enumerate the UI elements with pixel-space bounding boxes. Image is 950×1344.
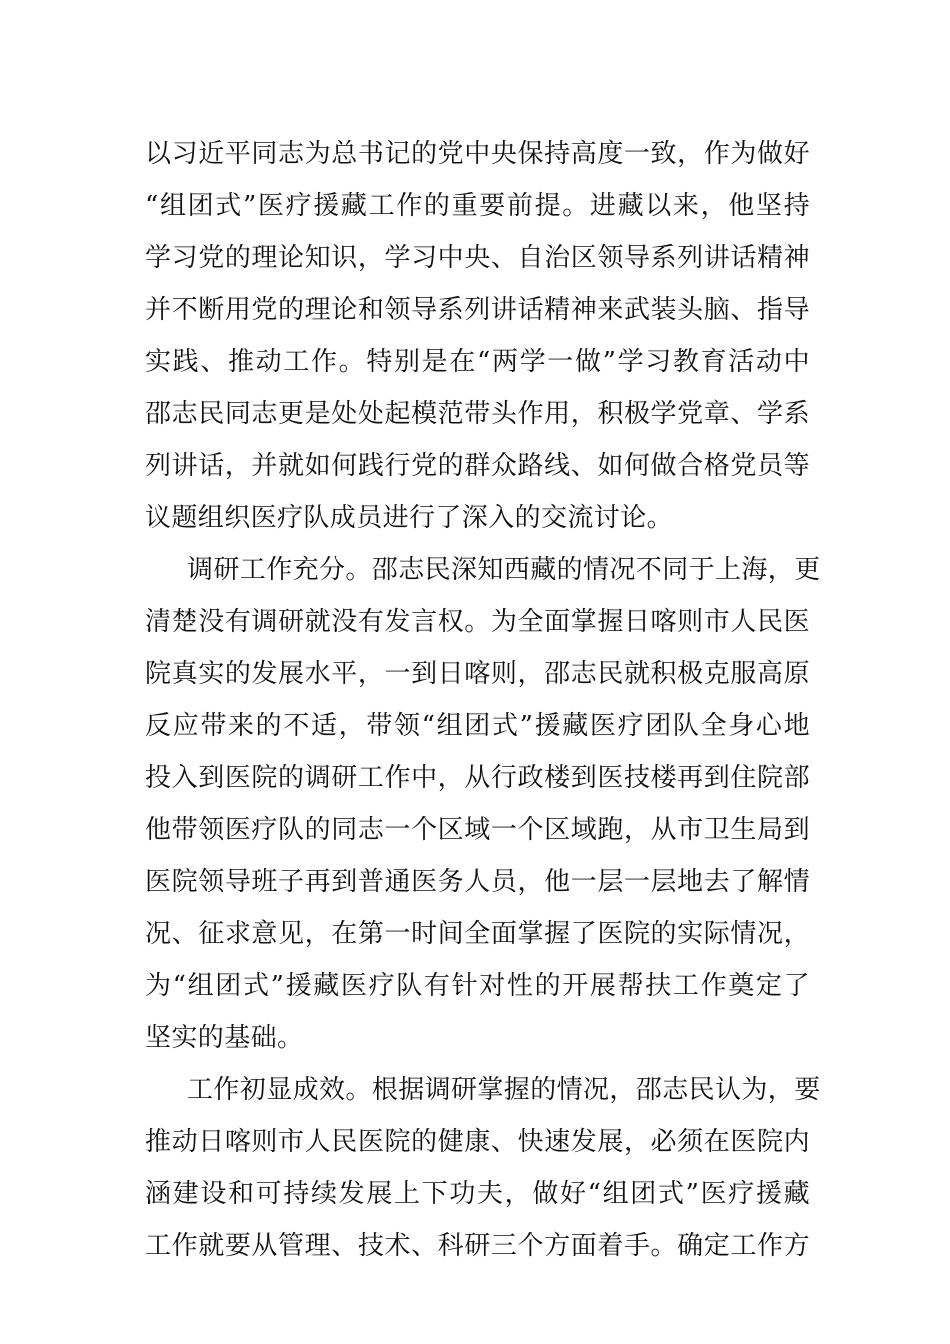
text-line: 他带领医疗队的同志一个区域一个区域跑，从市卫生局到 (145, 815, 810, 845)
document-page (145, 128, 821, 1272)
text-line: 况、征求意见，在第一时间全面掌握了医院的实际情况， (145, 919, 810, 949)
text-line: 涵建设和可持续发展上下功夫，做好“组团式”医疗援藏 (145, 1179, 810, 1209)
text-line: 以习近平同志为总书记的党中央保持高度一致，作为做好 (145, 139, 810, 169)
text-line: 邵志民同志更是处处起模范带头作用，积极学党章、学系 (145, 399, 810, 429)
text-line: 学习党的理论知识，学习中央、自治区领导系列讲话精神 (145, 243, 810, 273)
text-line: 医院领导班子再到普通医务人员，他一层一层地去了解情 (145, 867, 810, 897)
paragraph-party-loyalty (145, 128, 810, 544)
text-line: 工作就要从管理、技术、科研三个方面着手。确定工作方 (145, 1231, 810, 1261)
text-line: 工作初显成效。根据调研掌握的情况，邵志民认为，要 (187, 1075, 821, 1105)
text-line: 清楚没有调研就没有发言权。为全面掌握日喀则市人民医 (145, 607, 810, 637)
text-line: 并不断用党的理论和领导系列讲话精神来武装头脑、指导 (145, 295, 810, 325)
text-line: 为“组团式”援藏医疗队有针对性的开展帮扶工作奠定了 (145, 971, 810, 1001)
text-line: 反应带来的不适，带领“组团式”援藏医疗团队全身心地 (145, 711, 810, 741)
text-line: 投入到医院的调研工作中，从行政楼到医技楼再到住院部 (145, 763, 810, 793)
text-line: “组团式”医疗援藏工作的重要前提。进藏以来，他坚持 (145, 191, 810, 221)
paragraph-initial-results (145, 1064, 821, 1272)
paragraph-research-work (145, 544, 821, 1064)
text-line: 实践、推动工作。特别是在“两学一做”学习教育活动中 (145, 347, 810, 377)
text-line: 调研工作充分。邵志民深知西藏的情况不同于上海，更 (187, 555, 821, 585)
text-line: 列讲话，并就如何践行党的群众路线、如何做合格党员等 (145, 451, 810, 481)
text-line: 坚实的基础。 (145, 1023, 304, 1053)
text-line: 议题组织医疗队成员进行了深入的交流讨论。 (145, 503, 674, 533)
text-line: 院真实的发展水平，一到日喀则，邵志民就积极克服高原 (145, 659, 810, 689)
text-line: 推动日喀则市人民医院的健康、快速发展，必须在医院内 (145, 1127, 810, 1157)
